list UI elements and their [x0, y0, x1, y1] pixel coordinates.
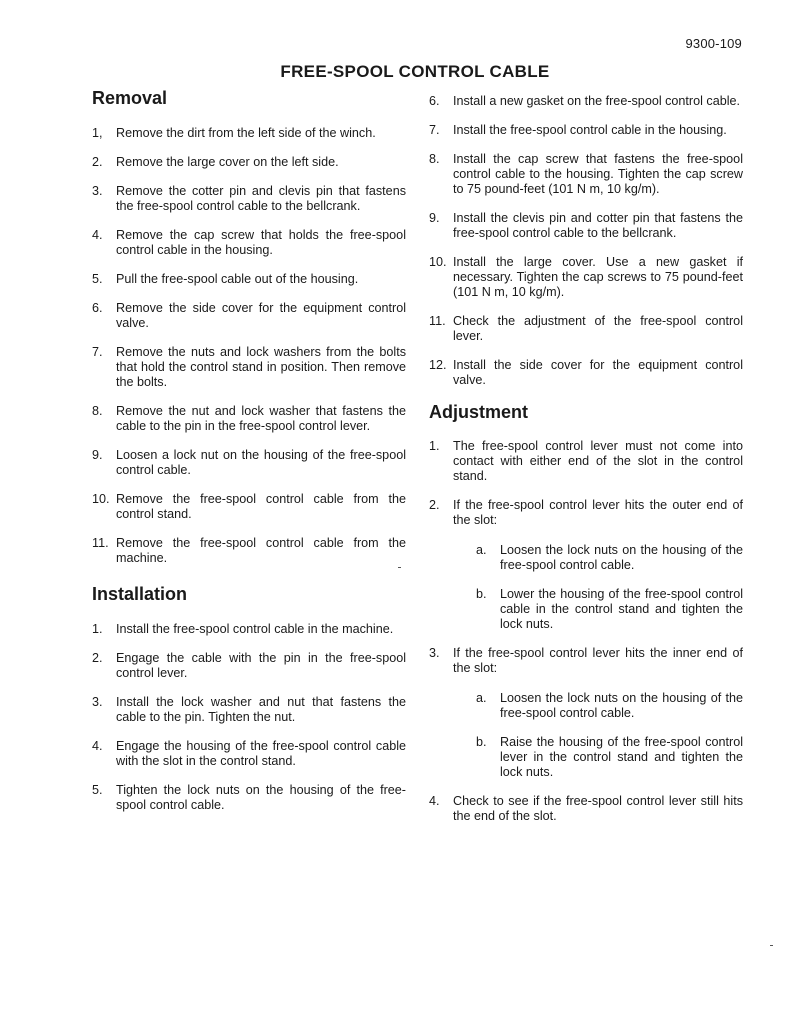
substep-text: Raise the housing of the free-spool control lever in the control stand and tighten the lock nuts.: [500, 735, 743, 779]
step-number: 1.: [92, 622, 103, 636]
adjustment-heading: Adjustment: [429, 402, 528, 422]
sub-list-item: [476, 587, 743, 632]
list-item: [92, 448, 406, 478]
substep-letter: a.: [476, 543, 487, 557]
step-text: Install the cap screw that fastens the free-spool control cable to the housing. Tighten the cap screw to 75 pound-feet (101 N m, 10 kg/m).: [453, 152, 743, 196]
right-column: [429, 94, 743, 838]
installation-steps-right: [429, 94, 743, 388]
list-item: [429, 314, 743, 344]
removal-heading: Removal: [92, 88, 168, 108]
substep-text: Lower the housing of the free-spool control cable in the control stand and tighten the lock nuts.: [500, 587, 743, 631]
step-text: Tighten the lock nuts on the housing of the free-spool control cable.: [116, 783, 406, 812]
list-item: [429, 152, 743, 197]
list-item: [92, 739, 406, 769]
step-number: 2.: [92, 651, 103, 665]
step-text: If the free-spool control lever hits the inner end of the slot:: [453, 646, 743, 675]
list-item: [429, 646, 743, 780]
step-number: 3.: [92, 695, 103, 709]
step-number: 3.: [429, 646, 440, 660]
step-number: 12.: [429, 358, 447, 372]
step-number: 10.: [92, 492, 110, 506]
step-number: 1.: [429, 439, 440, 453]
step-text: Remove the large cover on the left side.: [116, 155, 339, 169]
scan-speck: [770, 945, 773, 946]
page-number: 9300-109: [685, 36, 742, 51]
step-number: 8.: [429, 152, 440, 166]
step-text: Check the adjustment of the free-spool control lever.: [453, 314, 743, 343]
step-number: 4.: [92, 739, 103, 753]
substep-text: Loosen the lock nuts on the housing of the free-spool control cable.: [500, 691, 743, 720]
list-item: [429, 211, 743, 241]
list-item: [92, 783, 406, 813]
step-block: [453, 646, 743, 780]
list-item: [92, 622, 406, 637]
removal-steps: [92, 126, 406, 566]
step-number: 11.: [429, 314, 446, 328]
step-number: 11.: [92, 536, 109, 550]
step-number: 10.: [429, 255, 447, 269]
step-number: 8.: [92, 404, 103, 418]
list-item: [92, 695, 406, 725]
substep-letter: a.: [476, 691, 487, 705]
substeps: [453, 543, 743, 632]
step-text: Remove the dirt from the left side of the winch.: [116, 126, 376, 140]
page-title: FREE-SPOOL CONTROL CABLE: [280, 62, 550, 81]
step-text: Remove the free-spool control cable from the machine.: [116, 536, 406, 565]
step-number: 6.: [92, 301, 103, 315]
sub-list-item: [476, 691, 743, 721]
scan-speck: [398, 567, 401, 568]
list-item: [92, 228, 406, 258]
step-number: 4.: [429, 794, 440, 808]
step-block: [453, 498, 743, 632]
left-column: [92, 88, 406, 827]
sub-list-item: [476, 735, 743, 780]
list-item: [92, 345, 406, 390]
step-text: Remove the cotter pin and clevis pin that fastens the free-spool control cable to the bellcrank.: [116, 184, 406, 213]
step-number: 4.: [92, 228, 103, 242]
step-text: Remove the free-spool control cable from the control stand.: [116, 492, 406, 521]
step-number: 9.: [429, 211, 440, 225]
step-text: Remove the nuts and lock washers from the bolts that hold the control stand in position. Then remove the bolts.: [116, 345, 406, 389]
list-item: [92, 126, 406, 141]
step-text: Pull the free-spool cable out of the housing.: [116, 272, 359, 286]
step-number: 2.: [92, 155, 103, 169]
step-text: Remove the cap screw that holds the free-spool control cable in the housing.: [116, 228, 406, 257]
step-text: Install the large cover. Use a new gasket if necessary. Tighten the cap screws to 75 pound-feet (101 N m, 10 kg/m).: [453, 255, 743, 299]
list-item: [429, 358, 743, 388]
step-number: 3.: [92, 184, 103, 198]
step-text: Remove the side cover for the equipment control valve.: [116, 301, 406, 330]
step-text: Install a new gasket on the free-spool control cable.: [453, 94, 741, 108]
list-item: [429, 498, 743, 632]
step-text: Install the lock washer and nut that fastens the cable to the pin. Tighten the nut.: [116, 695, 406, 724]
step-number: 6.: [429, 94, 440, 108]
step-text: Engage the housing of the free-spool control cable with the slot in the control stand.: [116, 739, 406, 768]
substep-letter: b.: [476, 735, 487, 749]
step-text: Install the free-spool control cable in the housing.: [453, 123, 727, 137]
list-item: [92, 272, 406, 287]
step-text: If the free-spool control lever hits the outer end of the slot:: [453, 498, 743, 527]
list-item: [429, 794, 743, 824]
list-item: [429, 255, 743, 300]
step-text: Install the side cover for the equipment control valve.: [453, 358, 743, 387]
list-item: [92, 492, 406, 522]
step-number: 2.: [429, 498, 440, 512]
step-text: Loosen a lock nut on the housing of the free-spool control cable.: [116, 448, 406, 477]
list-item: [92, 404, 406, 434]
list-item: [429, 439, 743, 484]
list-item: [92, 301, 406, 331]
list-item: [92, 536, 406, 566]
step-number: 7.: [429, 123, 440, 137]
step-text: The free-spool control lever must not come into contact with either end of the slot in the control stand.: [453, 439, 743, 483]
substep-text: Loosen the lock nuts on the housing of the free-spool control cable.: [500, 543, 743, 572]
sub-list-item: [476, 543, 743, 573]
substep-letter: b.: [476, 587, 487, 601]
installation-heading: Installation: [92, 584, 188, 604]
list-item: [429, 123, 743, 138]
installation-steps-left: [92, 622, 406, 813]
step-text: Engage the cable with the pin in the free-spool control lever.: [116, 651, 406, 680]
step-number: 7.: [92, 345, 103, 359]
step-text: Check to see if the free-spool control lever still hits the end of the slot.: [453, 794, 743, 823]
substeps: [453, 691, 743, 780]
step-number: 1,: [92, 126, 103, 140]
list-item: [92, 184, 406, 214]
step-text: Install the clevis pin and cotter pin that fastens the free-spool control cable to the bellcrank.: [453, 211, 743, 240]
list-item: [429, 94, 743, 109]
adjustment-steps: [429, 439, 743, 824]
list-item: [92, 155, 406, 170]
list-item: [92, 651, 406, 681]
step-number: 5.: [92, 272, 103, 286]
step-number: 5.: [92, 783, 103, 797]
step-text: Remove the nut and lock washer that fastens the cable to the pin in the free-spool control lever.: [116, 404, 406, 433]
step-text: Install the free-spool control cable in the machine.: [116, 622, 394, 636]
step-number: 9.: [92, 448, 103, 462]
